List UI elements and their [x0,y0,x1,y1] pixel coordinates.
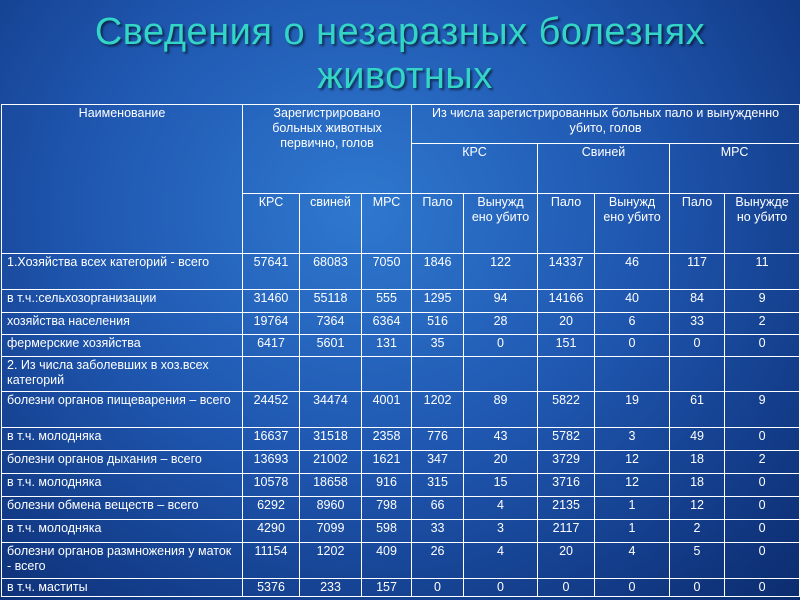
cell-reg-krs [243,357,300,392]
header-reg-mrs: МРС [362,194,412,254]
cell-forced-svinei: 40 [595,290,670,313]
cell-palo-svinei: 20 [538,313,595,335]
cell-reg-svinei: 21002 [300,451,362,474]
cell-palo-svinei: 3716 [538,474,595,497]
row-label: болезни органов дыхания – всего [2,451,243,474]
header-forced-mrs: Вынужде но убито [725,194,800,254]
cell-palo-mrs [670,357,725,392]
header-reg-svinei: свиней [300,194,362,254]
cell-reg-krs: 5376 [243,579,300,597]
row-label: болезни обмена веществ – всего [2,497,243,520]
table-body [2,254,800,597]
cell-forced-krs: 4 [464,543,538,579]
row-label: 1.Хозяйства всех категорий - всего [2,254,243,290]
cell-reg-krs: 24452 [243,392,300,428]
cell-forced-svinei: 0 [595,335,670,357]
header-palo-krs: Пало [412,194,464,254]
header-name: Наименование [2,105,243,254]
cell-palo-mrs: 0 [670,579,725,597]
cell-palo-svinei: 5782 [538,428,595,451]
cell-forced-krs: 4 [464,497,538,520]
cell-forced-krs: 0 [464,579,538,597]
cell-reg-svinei: 7364 [300,313,362,335]
cell-reg-mrs: 2358 [362,428,412,451]
cell-palo-krs: 66 [412,497,464,520]
header-svinei: Свиней [538,144,670,194]
row-label: в т.ч.:сельхозорганизации [2,290,243,313]
cell-forced-krs: 20 [464,451,538,474]
row-label: фермерские хозяйства [2,335,243,357]
header-registered: Зарегистрировано больных животных первично, голов [243,105,412,194]
cell-forced-krs: 94 [464,290,538,313]
cell-forced-mrs: 0 [725,428,800,451]
cell-palo-mrs: 2 [670,520,725,543]
cell-reg-svinei: 233 [300,579,362,597]
cell-reg-svinei: 68083 [300,254,362,290]
cell-palo-mrs: 12 [670,497,725,520]
row-label: в т.ч. молодняка [2,474,243,497]
cell-palo-mrs: 18 [670,474,725,497]
cell-reg-svinei: 1202 [300,543,362,579]
cell-forced-krs [464,357,538,392]
cell-reg-krs: 11154 [243,543,300,579]
cell-palo-krs: 776 [412,428,464,451]
cell-forced-krs: 122 [464,254,538,290]
cell-forced-krs: 15 [464,474,538,497]
cell-reg-mrs [362,357,412,392]
cell-palo-svinei [538,357,595,392]
slide-title-line1: Сведения о незаразных болезнях [94,11,706,53]
table-row [2,290,800,313]
table-row [2,520,800,543]
cell-palo-krs: 1202 [412,392,464,428]
cell-palo-svinei: 14166 [538,290,595,313]
cell-forced-krs: 28 [464,313,538,335]
cell-reg-krs: 13693 [243,451,300,474]
cell-reg-svinei: 34474 [300,392,362,428]
table-row [2,579,800,597]
cell-forced-svinei: 12 [595,474,670,497]
header-reg-krs: КРС [243,194,300,254]
cell-forced-krs: 0 [464,335,538,357]
table-header [2,105,800,254]
row-label: болезни органов пищеварения – всего [2,392,243,428]
header-forced-krs: Вынужд ено убито [464,194,538,254]
cell-forced-mrs: 9 [725,290,800,313]
cell-palo-krs: 516 [412,313,464,335]
row-label: хозяйства населения [2,313,243,335]
cell-palo-mrs: 49 [670,428,725,451]
cell-reg-krs: 10578 [243,474,300,497]
cell-palo-svinei: 151 [538,335,595,357]
header-forced-svinei: Вынужд ено убито [595,194,670,254]
cell-reg-svinei: 18658 [300,474,362,497]
cell-forced-svinei: 3 [595,428,670,451]
cell-palo-svinei: 2135 [538,497,595,520]
cell-forced-mrs: 0 [725,335,800,357]
cell-reg-krs: 6417 [243,335,300,357]
cell-palo-svinei: 3729 [538,451,595,474]
cell-reg-krs: 57641 [243,254,300,290]
cell-reg-mrs: 157 [362,579,412,597]
cell-forced-mrs: 0 [725,474,800,497]
cell-forced-mrs: 0 [725,543,800,579]
cell-palo-mrs: 0 [670,335,725,357]
table-row [2,313,800,335]
cell-palo-krs: 26 [412,543,464,579]
table-row [2,254,800,290]
cell-reg-krs: 4290 [243,520,300,543]
cell-reg-mrs: 598 [362,520,412,543]
header-mrs: МРС [670,144,800,194]
cell-reg-krs: 16637 [243,428,300,451]
cell-forced-krs: 43 [464,428,538,451]
cell-reg-mrs: 4001 [362,392,412,428]
cell-forced-krs: 89 [464,392,538,428]
cell-reg-krs: 6292 [243,497,300,520]
table-row [2,543,800,579]
header-died-group: Из числа зарегистрированных больных пало и вынужденно убито, голов [412,105,800,144]
row-label: в т.ч. молодняка [2,520,243,543]
slide-title-line2: животных [317,55,493,97]
cell-forced-svinei: 1 [595,497,670,520]
header-palo-svinei: Пало [538,194,595,254]
cell-reg-krs: 19764 [243,313,300,335]
cell-reg-svinei: 8960 [300,497,362,520]
header-krs: КРС [412,144,538,194]
cell-forced-svinei: 46 [595,254,670,290]
cell-palo-krs: 347 [412,451,464,474]
cell-palo-krs: 0 [412,579,464,597]
cell-reg-svinei: 55118 [300,290,362,313]
cell-palo-mrs: 84 [670,290,725,313]
cell-reg-svinei [300,357,362,392]
row-label: 2. Из числа заболевших в хоз.всех категорий [2,357,243,392]
cell-forced-mrs [725,357,800,392]
cell-forced-mrs: 2 [725,313,800,335]
cell-forced-svinei: 12 [595,451,670,474]
table-row [2,451,800,474]
cell-forced-svinei: 0 [595,579,670,597]
cell-palo-svinei: 20 [538,543,595,579]
cell-palo-krs [412,357,464,392]
cell-forced-mrs: 0 [725,579,800,597]
disease-table [1,104,800,597]
cell-forced-mrs: 0 [725,520,800,543]
cell-forced-mrs: 0 [725,497,800,520]
table-row [2,392,800,428]
cell-reg-mrs: 6364 [362,313,412,335]
cell-palo-mrs: 117 [670,254,725,290]
table-row [2,357,800,392]
cell-palo-mrs: 33 [670,313,725,335]
cell-palo-svinei: 5822 [538,392,595,428]
table-row [2,497,800,520]
cell-forced-svinei [595,357,670,392]
cell-palo-krs: 35 [412,335,464,357]
cell-reg-svinei: 7099 [300,520,362,543]
cell-forced-svinei: 6 [595,313,670,335]
header-palo-mrs: Пало [670,194,725,254]
cell-forced-mrs: 11 [725,254,800,290]
cell-palo-krs: 33 [412,520,464,543]
cell-forced-svinei: 19 [595,392,670,428]
table-row [2,428,800,451]
cell-reg-mrs: 1621 [362,451,412,474]
cell-palo-mrs: 5 [670,543,725,579]
table-row [2,474,800,497]
cell-reg-mrs: 409 [362,543,412,579]
slide-title [0,10,800,98]
cell-reg-svinei: 5601 [300,335,362,357]
cell-palo-krs: 1846 [412,254,464,290]
cell-palo-mrs: 18 [670,451,725,474]
cell-forced-svinei: 4 [595,543,670,579]
table-row [2,335,800,357]
row-label: болезни органов размножения у маток - всего [2,543,243,579]
cell-palo-krs: 1295 [412,290,464,313]
cell-reg-mrs: 555 [362,290,412,313]
cell-reg-mrs: 916 [362,474,412,497]
row-label: в т.ч. маститы [2,579,243,597]
cell-palo-mrs: 61 [670,392,725,428]
cell-reg-krs: 31460 [243,290,300,313]
cell-forced-svinei: 1 [595,520,670,543]
cell-reg-mrs: 7050 [362,254,412,290]
cell-reg-mrs: 131 [362,335,412,357]
cell-forced-mrs: 9 [725,392,800,428]
cell-palo-krs: 315 [412,474,464,497]
cell-reg-svinei: 31518 [300,428,362,451]
cell-forced-krs: 3 [464,520,538,543]
cell-reg-mrs: 798 [362,497,412,520]
cell-forced-mrs: 2 [725,451,800,474]
cell-palo-svinei: 0 [538,579,595,597]
cell-palo-svinei: 2117 [538,520,595,543]
row-label: в т.ч. молодняка [2,428,243,451]
cell-palo-svinei: 14337 [538,254,595,290]
